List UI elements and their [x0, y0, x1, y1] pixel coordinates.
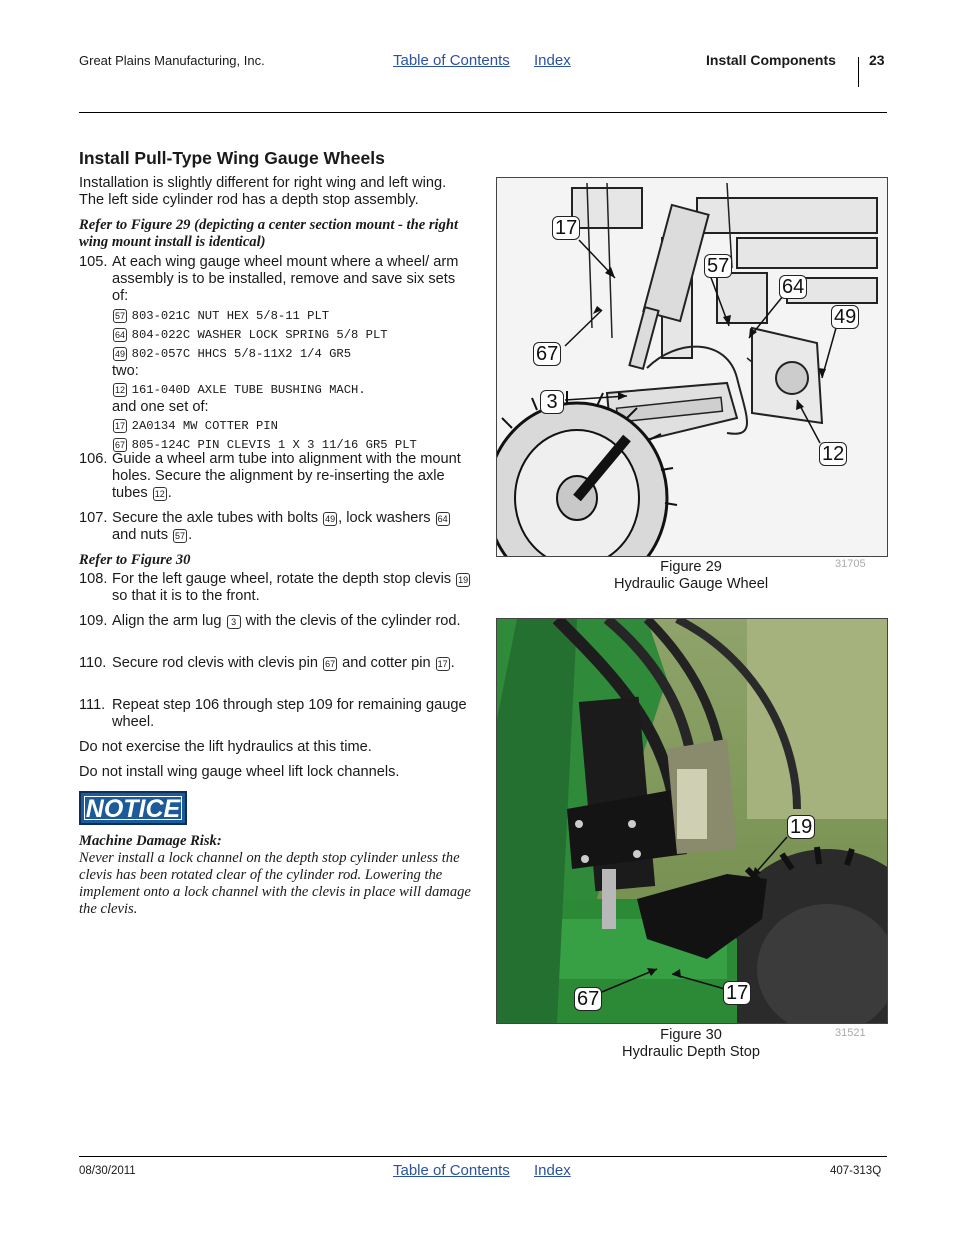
- step-number: 111.: [79, 697, 106, 713]
- step-text: [112, 613, 472, 630]
- step-text-part: .: [450, 655, 455, 671]
- figure29-title: Hydraulic Gauge Wheel: [613, 576, 769, 592]
- callout-ref: 67: [325, 659, 336, 669]
- step-text-part: .: [188, 527, 193, 543]
- step-text-part: and cotter pin: [342, 655, 431, 671]
- callout-ref: 17: [114, 421, 125, 431]
- part-desc: 2A0134 MW COTTER PIN: [131, 419, 278, 433]
- figure30-caption: [496, 1027, 886, 1061]
- step-text-part: so that it is to the front.: [112, 588, 260, 604]
- part-desc: 804-022C WASHER LOCK SPRING 5/8 PLT: [131, 328, 388, 342]
- step-text-part: For the left gauge wheel, rotate the depth stop clevis: [112, 571, 452, 587]
- footer-date: 08/30/2011: [79, 1165, 136, 1177]
- figure29-number: Figure 29: [660, 559, 722, 575]
- step-text-part: Guide a wheel arm tube into alignment with the mount holes. Secure the alignment by re-inserting the axle tubes: [112, 451, 461, 501]
- callout-ref: 67: [114, 440, 125, 450]
- part-line: [112, 380, 472, 399]
- figure29-image-id: 31705: [835, 558, 866, 570]
- step-text-part: .: [167, 485, 172, 501]
- callout-ref: 19: [458, 575, 469, 585]
- figure30-title: Hydraulic Depth Stop: [622, 1044, 760, 1060]
- step-text-part: and nuts: [112, 527, 168, 543]
- step-number: 110.: [79, 655, 107, 671]
- callout-ref: 17: [437, 659, 448, 669]
- footer-rule: [79, 1156, 887, 1157]
- step-105: [79, 254, 471, 306]
- figure30-reference: Refer to Figure 30: [79, 552, 191, 568]
- part-desc: 161-040D AXLE TUBE BUSHING MACH.: [131, 383, 366, 397]
- callout-67: 67: [533, 342, 561, 366]
- step-number: 106.: [79, 451, 108, 467]
- step-number: 105.: [79, 254, 108, 270]
- part-desc: 805-124C PIN CLEVIS 1 X 3 11/16 GR5 PLT: [131, 438, 417, 452]
- header-index-link[interactable]: Index: [534, 52, 571, 69]
- callout-64: 64: [779, 275, 807, 299]
- note-lock-channels: Do not install wing gauge wheel lift lock channels.: [79, 764, 400, 780]
- parts-one-label: and one set of:: [112, 399, 209, 415]
- callout-ref: 57: [114, 311, 125, 321]
- header-divider: [858, 57, 859, 87]
- callout-ref: 12: [154, 489, 165, 499]
- step-text-part: Secure rod clevis with clevis pin: [112, 655, 319, 671]
- part-line: [112, 416, 472, 435]
- callout-17: 17: [552, 216, 580, 240]
- parts-list-six: [112, 306, 472, 454]
- note-hydraulics: Do not exercise the lift hydraulics at this time.: [79, 739, 372, 755]
- notice-heading: Machine Damage Risk:: [79, 833, 222, 849]
- step-text: [112, 571, 472, 605]
- step-number: 109.: [79, 613, 108, 629]
- footer-toc-link[interactable]: Table of Contents: [393, 1162, 510, 1179]
- figure29-caption: [496, 559, 886, 593]
- footer-doc-number: 407-313Q: [830, 1165, 882, 1177]
- step-number: 107.: [79, 510, 108, 526]
- callout-ref: 64: [114, 330, 125, 340]
- callout-ref: 49: [325, 514, 336, 524]
- callout-ref: 49: [114, 349, 125, 359]
- step-text: [112, 451, 472, 502]
- step-text-part: , lock washers: [338, 510, 431, 526]
- step-text-part: with the clevis of the cylinder rod.: [245, 613, 461, 629]
- part-line: [112, 344, 472, 363]
- figure29-reference: Refer to Figure 29 (depicting a center section mount - the right wing mount install is identical): [79, 217, 459, 250]
- callout-57: 57: [704, 254, 732, 278]
- step-text: Repeat step 106 through step 109 for remaining gauge wheel.: [112, 697, 467, 730]
- part-line: [112, 306, 472, 325]
- part-line: [112, 325, 472, 344]
- notice-label: NOTICE: [85, 795, 181, 823]
- step-text: At each wing gauge wheel mount where a wheel/ arm assembly is to be installed, remove and save six sets of:: [112, 254, 459, 304]
- callout-ref: 64: [437, 514, 448, 524]
- figure30-photo: [497, 619, 887, 1023]
- section-heading-block: [79, 150, 469, 167]
- section-title: Install Pull-Type Wing Gauge Wheels: [79, 148, 385, 168]
- callout-49: 49: [831, 305, 859, 329]
- part-desc: 803-021C NUT HEX 5/8-11 PLT: [131, 309, 330, 323]
- header-toc-link[interactable]: Table of Contents: [393, 52, 510, 69]
- header-company: Great Plains Manufacturing, Inc.: [79, 53, 265, 68]
- step-text-part: Align the arm lug: [112, 613, 222, 629]
- callout-ref: 12: [114, 385, 125, 395]
- callout-3: 3: [540, 390, 564, 414]
- step-text: [112, 510, 472, 544]
- intro-paragraph: Installation is slightly different for right wing and left wing. The left side cylinder rod has a depth stop assembly.: [79, 175, 447, 208]
- figure30-number: Figure 30: [660, 1027, 722, 1043]
- callout-67: 67: [574, 987, 602, 1011]
- page-number: 23: [869, 52, 885, 68]
- footer-index-link[interactable]: Index: [534, 1162, 571, 1179]
- notice-body: Never install a lock channel on the depth stop cylinder unless the clevis has been rotated clear of the cylinder rod. Lowering the implement onto a lock channel with the clevis in place will damage the clevis.: [79, 850, 471, 917]
- header-rule: [79, 112, 887, 113]
- callout-ref: 3: [227, 615, 241, 629]
- callout-17: 17: [723, 981, 751, 1005]
- notice-badge: [79, 791, 187, 825]
- step-text: [112, 655, 472, 672]
- step-number: 108.: [79, 571, 108, 587]
- figure30-image: [496, 618, 888, 1024]
- step-text-part: Secure the axle tubes with bolts: [112, 510, 319, 526]
- callout-ref: 57: [175, 531, 186, 541]
- figure29-image: [496, 177, 888, 557]
- parts-two-label: two:: [112, 363, 139, 379]
- callout-12: 12: [819, 442, 847, 466]
- header-section-title: Install Components: [706, 52, 836, 68]
- callout-19: 19: [787, 815, 815, 839]
- figure30-image-id: 31521: [835, 1027, 866, 1039]
- part-desc: 802-057C HHCS 5/8-11X2 1/4 GR5: [131, 347, 352, 361]
